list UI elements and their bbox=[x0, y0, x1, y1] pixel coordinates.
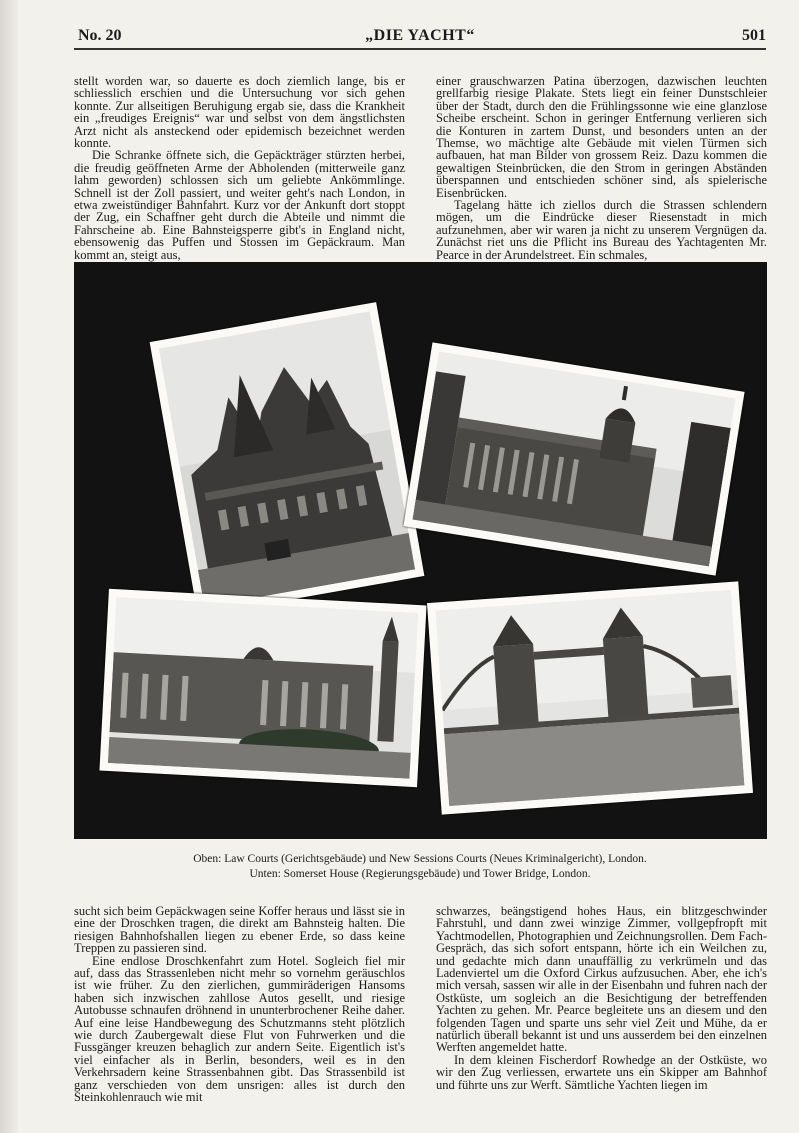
page-number: 501 bbox=[742, 27, 766, 44]
scan-edge bbox=[0, 0, 18, 1133]
caption-line-top: Oben: Law Courts (Gerichtsgebäude) und New Sessions Courts (Neues Kriminalgericht), London. bbox=[193, 853, 647, 865]
photo-law-courts bbox=[150, 302, 425, 616]
column-top-right bbox=[436, 75, 767, 261]
tower-bridge-image bbox=[436, 590, 745, 806]
photo-tower-bridge bbox=[427, 581, 753, 814]
column-top-left bbox=[74, 75, 405, 261]
page-header bbox=[74, 24, 766, 48]
paragraph: schwarzes, beängstigend hohes Haus, ein blitzgeschwinder Fahrstuhl, und dann zwei winzige Zimmer, vollgepfropft mit Yachtmodellen, Photographien und Zeichnungsrollen. Dem Fach-Gespräch, das sich sofort entspann, hörte ich ein Weilchen zu, und gedachte mich dann unauffällig zu verkrümeln und das Ladenviertel um die Oxford Cirkus aufzusuchen. Aber, ehe ich's mich versah, sassen wir alle in der Eisenbahn und fuhren nach der Ostküste, um sogleich an die Besichtigung der betreffenden Yachten zu gehen. Mr. Pearce begleitete uns an diesem und den folgenden Tagen und sparte uns sehr viel Zeit und Mühe, da er natürlich überall bekannt ist und uns ausserdem bei den einzelnen Werften angemeldet hatte. bbox=[436, 904, 767, 1055]
paragraph: In dem kleinen Fischerdorf Rowhedge an der Ostküste, wo wir den Zug verliessen, erwartete uns ein Skipper am Bahnhof und führte uns zur Werft. Sämtliche Yachten liegen im bbox=[436, 1052, 767, 1092]
law-courts-image bbox=[159, 311, 415, 606]
photo-new-sessions-courts bbox=[403, 342, 744, 575]
paragraph: stellt worden war, so dauerte es doch ziemlich lange, bis er schliesslich erschien und die Untersuchung vor sich gehen konnte. Zur allseitigen Beruhigung ergab sie, dass die Krankheit ein „freudiges Ereignis“ war und selbst von dem ängstlichsten Arzt nicht als ansteckend oder epidemisch bezeichnet werden konnte. bbox=[74, 74, 405, 151]
journal-title: „DIE YACHT“ bbox=[365, 27, 475, 44]
photo-plate bbox=[74, 262, 767, 839]
column-bottom-right bbox=[436, 905, 767, 1091]
paragraph: sucht sich beim Gepäckwagen seine Koffer heraus und lässt sie in eine der Droschken tragen, die direkt am Bahnsteig halten. Die riesigen Bahnhofshallen liegen zu ebener Erde, so dass keine Treppen zu passieren sind. bbox=[74, 904, 405, 956]
issue-number: No. 20 bbox=[78, 27, 122, 44]
paragraph: Die Schranke öffnete sich, die Gepäckträger stürzten herbei, die freudig geöffneten Arme der Abholenden (mitterweile ganz lahm geworden) schlossen sich um geliebte Ankömmlinge. Schnell ist der Zoll passiert, und weiter geht's nach London, in etwa zweistündiger Bahnfahrt. Kurz vor der Ankunft dort stoppt der Zug, ein Schaffner geht durch die Abteile und nimmt die Fahrscheine ab. Eine Bahnsteigsperre gibt's in England nicht, ebensowenig das Puffen und Stossen im Gepäckraum. Man kommt an, steigt aus, bbox=[74, 148, 405, 262]
paragraph: Eine endlose Droschkenfahrt zum Hotel. Sogleich fiel mir auf, dass das Strassenleben nicht mehr so vornehm geräuschlos ist wie früher. Zu den zierlichen, gummiräderigen Hansoms haben sich inzwischen zahllose Autos gesellt, und riesige Autobusse schnaufen dröhnend in ununterbrochener Reihe daher. Auf eine leise Handbewegung des Schutzmanns steht plötzlich wie durch Zaubergewalt diese Flut von Fuhrwerken und die Fussgänger kreuzen behaglich zur andern Seite. Eigentlich ist's viel einfacher als in Berlin, besonders, weil es in den Verkehrsadern keine Strassenbahnen gibt. Das Strassenbild ist ganz verschieden von dem unsrigen: alles ist durch den Steinkohlenrauch wie mit bbox=[74, 953, 405, 1105]
header-rule bbox=[74, 48, 766, 50]
caption-line-bottom: Unten: Somerset House (Regierungsgebäude) und Tower Bridge, London. bbox=[249, 868, 591, 880]
new-sessions-courts-image bbox=[413, 352, 736, 567]
photo-somerset-house bbox=[99, 589, 426, 787]
paragraph: Tagelang hätte ich ziellos durch die Strassen schlendern mögen, um die Eindrücke dieser Riesenstadt in mich aufzunehmen, aber wir waren ja nicht zu unserem Vergnügen da. Zunächst riet uns die Pflicht ins Bureau des Yachtagenten Mr. Pearce in der Arundelstreet. Ein schmales, bbox=[436, 198, 767, 262]
column-bottom-left bbox=[74, 905, 405, 1104]
somerset-house-image bbox=[108, 597, 418, 779]
paragraph: einer grauschwarzen Patina überzogen, dazwischen leuchten grellfarbig riesige Plakate. Stets liegt ein feiner Dunstschleier über der Stadt, durch den die Frühlingssonne wie eine glanzlose Scheibe erscheint. Schon in geringer Entfernung verlieren sich die Konturen in zartem Dunst, und besonders unten an der Themse, wo mächtige alte Gebäude mit vielen Türmen sich aufbauen, hat man Bilder von grossem Reiz. Dazu kommen die gewaltigen Steinbrücken, die den Strom in geringen Abständen überspannen und entschieden schöner sind, als spielerische Eisenbrücken. bbox=[436, 74, 767, 200]
figure-caption bbox=[74, 852, 766, 882]
